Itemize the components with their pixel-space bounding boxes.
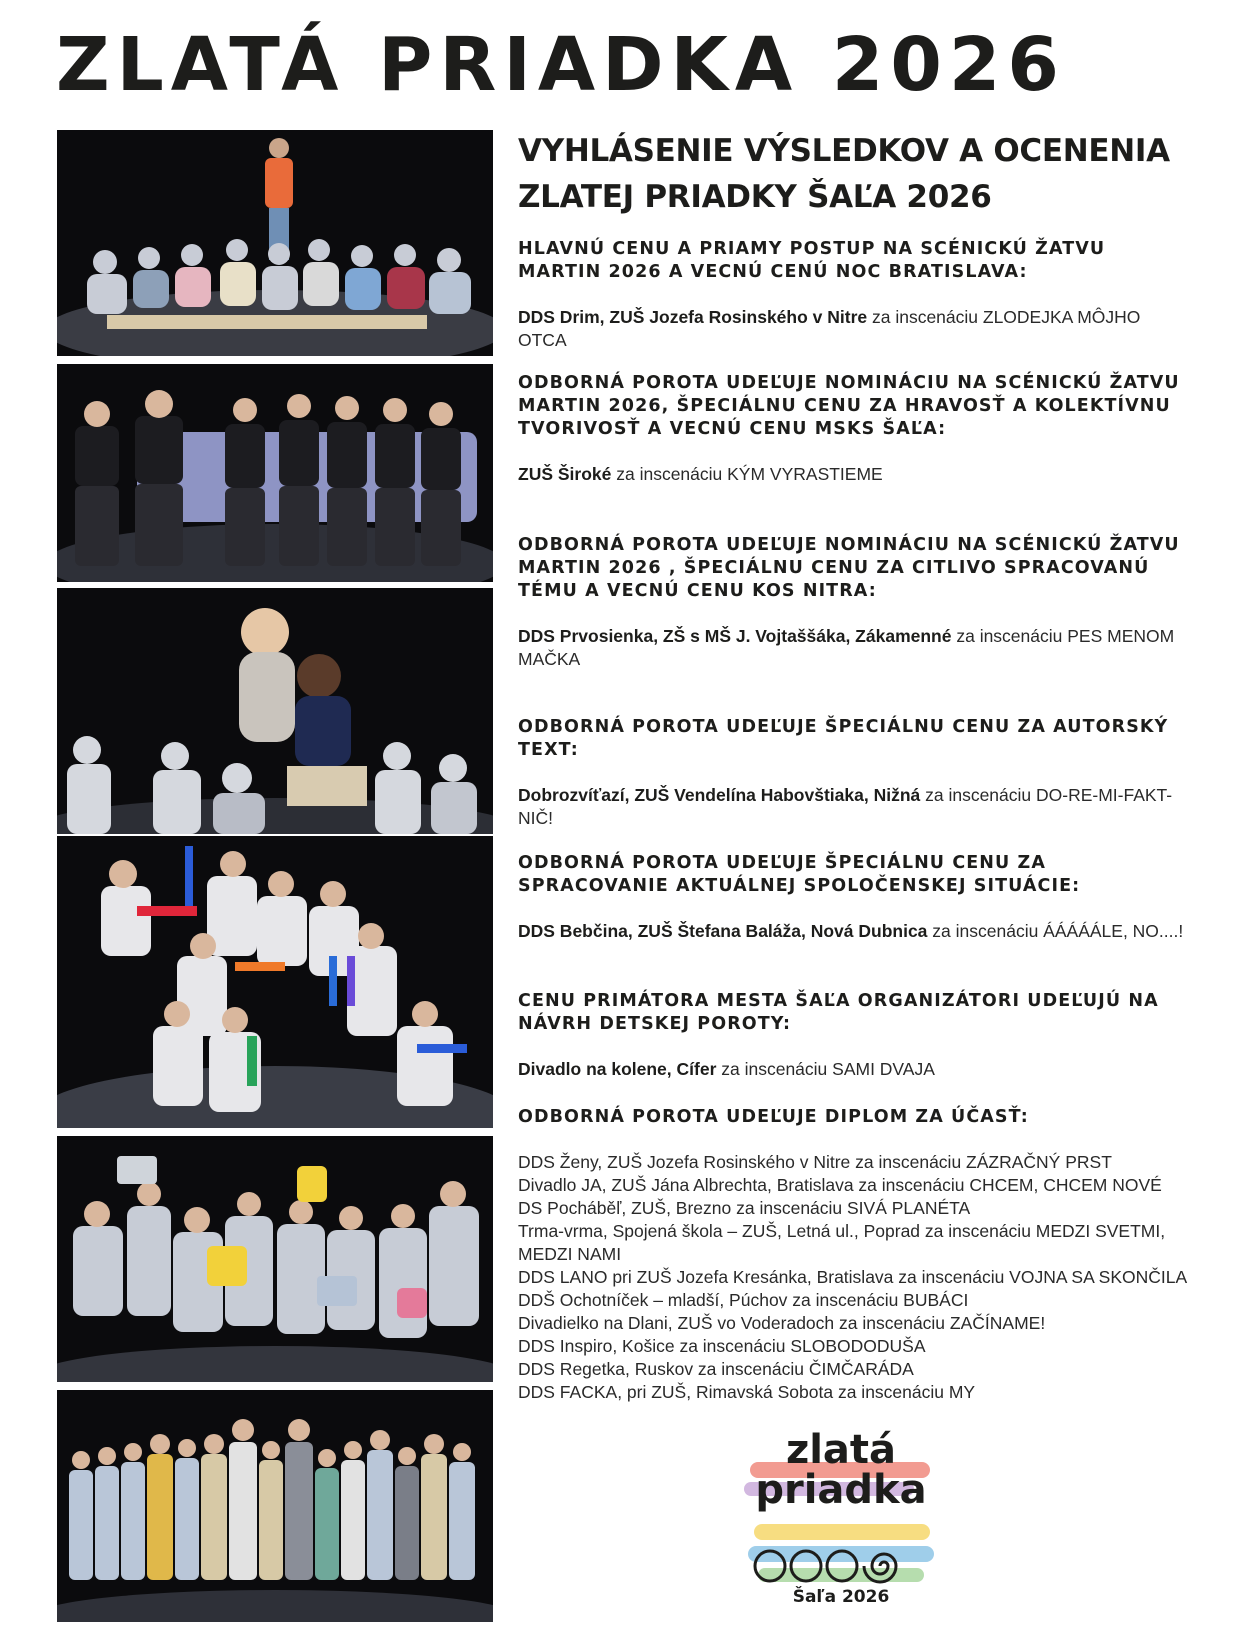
award-title: ODBORNÁ POROTA UDEĽUJE NOMINÁCIU NA SCÉNICKÚ ŽATVU MARTIN 2026 , ŠPECIÁLNU CENU ZA CITLIVO SPRACOVANÚ TÉMU A VECNÚ CENU KOS NITRA:: [518, 535, 1180, 601]
list-item: DDS LANO pri ZUŠ Jozefa Kresánka, Bratislava za inscenáciu VOJNA SA SKONČILA: [518, 1267, 1188, 1287]
list-item: Trma-vrma, Spojená škola – ZUŠ, Letná ul., Poprad za inscenáciu MEDZI SVETMI, MEDZI NAMI: [518, 1221, 1166, 1264]
award-play: za inscenáciu KÝM VYRASTIEME: [611, 464, 883, 484]
logo-word-2: priadka: [755, 1467, 927, 1513]
diploma-title: ODBORNÁ POROTA UDEĽUJE DIPLOM ZA ÚČASŤ:: [518, 1107, 1029, 1127]
award-block-2: [518, 372, 1188, 486]
headline-line-2: ZLATEJ PRIADKY ŠAĽA 2026: [518, 179, 992, 215]
award-winner: [518, 625, 1188, 671]
award-winner: [518, 784, 1188, 830]
award-title: ODBORNÁ POROTA UDEĽUJE ŠPECIÁLNU CENU ZA AUTORSKÝ TEXT:: [518, 717, 1169, 760]
logo-city: Šaľa 2026: [792, 1587, 890, 1607]
list-item: DS Pocháběľ, ZUŠ, Brezno za inscenáciu SIVÁ PLANÉTA: [518, 1198, 971, 1218]
festival-logo: [716, 1428, 966, 1618]
award-title: ODBORNÁ POROTA UDEĽUJE ŠPECIÁLNU CENU ZA SPRACOVANIE AKTUÁLNEJ SPOLOČENSKEJ SITUÁCIE:: [518, 853, 1081, 896]
list-item: Divadielko na Dlani, ZUŠ vo Voderadoch za inscenáciu ZAČÍNAME!: [518, 1313, 1046, 1333]
award-play: za inscenáciu ZLODEJKA MÔJHO OTCA: [518, 307, 1141, 350]
list-item: DDŠ Ochotníček – mladší, Púchov za inscenáciu BUBÁCI: [518, 1290, 969, 1310]
list-item: DDS Inspiro, Košice za inscenáciu SLOBODODUŠA: [518, 1336, 926, 1356]
award-ensemble: Dobrozvíťazí, ZUŠ Vendelína Habovštiaka, Nižná: [518, 785, 921, 805]
spiral-circles-icon: [750, 1546, 930, 1586]
award-ensemble: DDS Bebčina, ZUŠ Štefana Baláža, Nová Dubnica: [518, 921, 928, 941]
award-ensemble: DDS Drim, ZUŠ Jozefa Rosinského v Nitre: [518, 307, 868, 327]
stage-photo-1: [57, 130, 493, 356]
award-title: HLAVNÚ CENU A PRIAMY POSTUP NA SCÉNICKÚ ŽATVU MARTIN 2026 A VECNÚ CENÚ NOC BRATISLAVA:: [518, 239, 1106, 282]
award-title: ODBORNÁ POROTA UDEĽUJE NOMINÁCIU NA SCÉNICKÚ ŽATVU MARTIN 2026, ŠPECIÁLNU CENU ZA HRAVOSŤ A KOLEKTÍVNU TVORIVOSŤ A VECNÚ CENU MSKS ŠAĽA:: [518, 373, 1180, 439]
stage-photo-2: [57, 364, 493, 582]
logo-word-1: zlatá: [785, 1427, 897, 1473]
results-header: [518, 128, 1188, 236]
award-winner: [518, 1058, 1188, 1081]
list-item: DDS FACKA, pri ZUŠ, Rimavská Sobota za inscenáciu MY: [518, 1382, 976, 1402]
award-play: za inscenáciu SAMI DVAJA: [716, 1059, 935, 1079]
diploma-block: [518, 1106, 1188, 1404]
award-play: za inscenáciu ÁÁÁÁÁLE, NO....!: [927, 921, 1184, 941]
award-winner: [518, 306, 1188, 352]
award-winner: [518, 920, 1188, 943]
headline-line-1: VYHLÁSENIE VÝSLEDKOV A OCENENIA: [518, 133, 1170, 169]
award-play: za inscenáciu PES MENOM MAČKA: [518, 626, 1175, 669]
page-title: ZLATÁ PRIADKA 2026: [56, 22, 1066, 108]
award-ensemble: Divadlo na kolene, Cífer: [518, 1059, 717, 1079]
list-item: DDS Regetka, Ruskov za inscenáciu ČIMČARÁDA: [518, 1359, 914, 1379]
diploma-list: [518, 1151, 1188, 1404]
stage-photo-3: [57, 588, 493, 834]
award-title: CENU PRIMÁTORA MESTA ŠAĽA ORGANIZÁTORI UDEĽUJÚ NA NÁVRH DETSKEJ POROTY:: [518, 991, 1159, 1034]
award-play: za inscenáciu DO-RE-MI-FAKT-NIČ!: [518, 785, 1173, 828]
award-block-4: [518, 716, 1188, 830]
award-ensemble: ZUŠ Široké: [518, 464, 612, 484]
award-winner: [518, 463, 1188, 486]
results-headline: [518, 128, 1188, 220]
award-block-1: [518, 238, 1188, 352]
list-item: DDS Ženy, ZUŠ Jozefa Rosinského v Nitre za inscenáciu ZÁZRAČNÝ PRST: [518, 1152, 1112, 1172]
stage-photo-6: [57, 1390, 493, 1622]
award-block-6: [518, 990, 1188, 1081]
award-block-5: [518, 852, 1188, 943]
award-ensemble: DDS Prvosienka, ZŠ s MŠ J. Vojtaššáka, Zákamenné: [518, 626, 952, 646]
award-block-3: [518, 534, 1188, 671]
stage-photo-5: [57, 1136, 493, 1382]
stage-photo-4: [57, 836, 493, 1128]
list-item: Divadlo JA, ZUŠ Jána Albrechta, Bratislava za inscenáciu CHCEM, CHCEM NOVÉ: [518, 1175, 1162, 1195]
